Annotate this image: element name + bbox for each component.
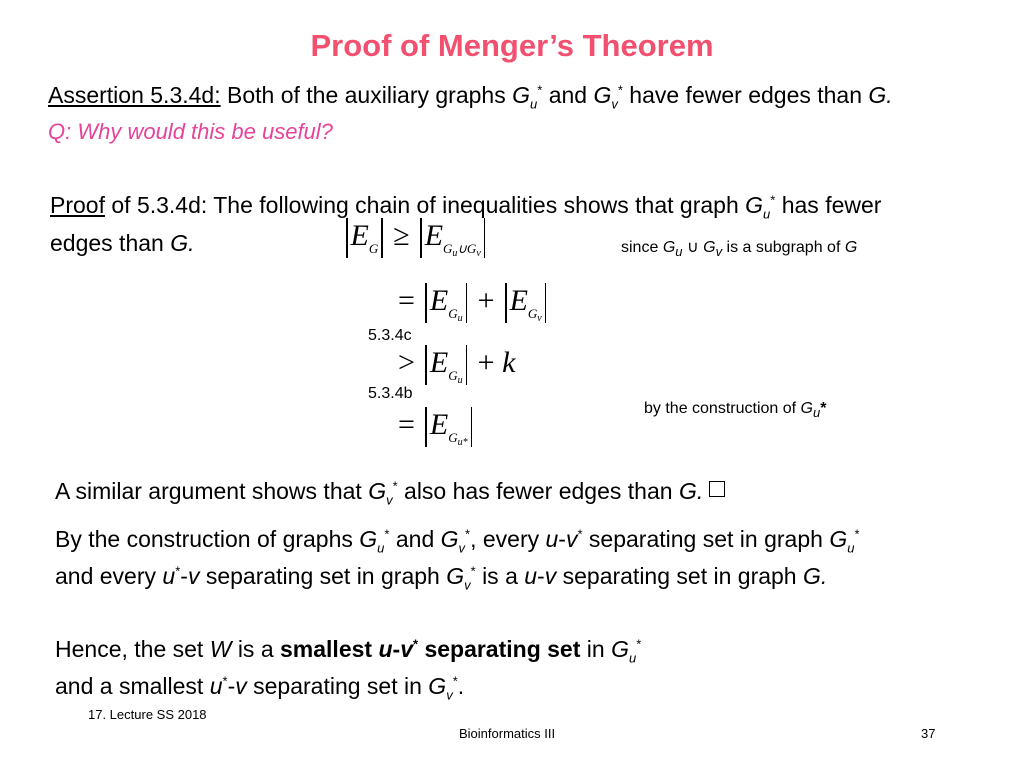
sub-v: v <box>386 492 393 508</box>
construction-text-2: separating set in graph <box>588 526 823 552</box>
every-word: every <box>482 526 540 552</box>
assertion-g-end: G. <box>868 82 893 108</box>
E: E <box>350 218 369 252</box>
since-cup: ∪ <box>686 239 699 256</box>
dash: - <box>537 563 545 589</box>
w-symbol: W <box>209 636 232 662</box>
sup-star: * <box>617 82 623 98</box>
hence-l2-text-b: separating set in <box>253 673 422 699</box>
sup-star: * <box>770 192 776 208</box>
comma: , <box>470 526 477 552</box>
similar-g-end: G. <box>678 478 704 504</box>
since-rest: is a subgraph of <box>726 239 841 256</box>
sup-star: * <box>636 636 642 652</box>
sub-u: u <box>377 540 385 556</box>
E: E <box>429 407 449 441</box>
hence-line-1 <box>55 636 642 666</box>
since-gv: G <box>703 239 716 256</box>
star: * <box>462 436 468 448</box>
similar-line <box>55 478 725 508</box>
sup-star: * <box>537 82 543 98</box>
since-gu: G <box>662 239 676 256</box>
v: v <box>544 563 557 589</box>
assertion-text-2: have fewer edges than <box>629 82 863 108</box>
v: v <box>565 526 578 552</box>
hence-text-1: Hence, the set <box>55 636 204 662</box>
sup-star: * <box>175 563 181 579</box>
v: v <box>187 563 200 589</box>
sub-v: v <box>458 540 466 556</box>
gu-symbol: G <box>359 526 378 552</box>
v: v <box>537 312 542 324</box>
dash: - <box>558 526 566 552</box>
ref-534c: 5.3.4c <box>368 327 412 344</box>
sub-v: v <box>611 96 618 112</box>
construction-l2-text-d: separating set in graph <box>562 563 797 589</box>
footer-page-number: 37 <box>921 726 936 741</box>
sub-u: u <box>763 206 771 222</box>
construction-g-end: G. <box>803 563 828 589</box>
sub-v: v <box>715 244 723 260</box>
E: E <box>429 345 449 379</box>
gu-symbol: G <box>745 192 764 218</box>
construction-l2-text-b: separating set in graph <box>205 563 440 589</box>
assertion-line <box>48 82 893 112</box>
E: E <box>429 283 449 317</box>
period: . <box>457 673 465 699</box>
footer-course: Bioinformatics III <box>459 726 556 741</box>
math-line-4 <box>398 407 475 448</box>
sup-star: * <box>577 526 583 542</box>
u: u <box>162 563 176 589</box>
v: v <box>235 673 247 699</box>
construction-line-1 <box>55 526 860 556</box>
k: k <box>502 345 516 379</box>
sup-star: * <box>412 636 419 652</box>
construction-note <box>644 400 827 421</box>
sub-u: u <box>530 96 538 112</box>
gu-symbol: G <box>829 526 848 552</box>
hence-line-2 <box>55 673 465 703</box>
math-line-1 <box>343 218 488 259</box>
star: * <box>820 400 827 417</box>
sup-star: * <box>452 673 458 689</box>
u: u <box>457 312 463 324</box>
page-title: Proof of Menger’s Theorem <box>310 28 714 63</box>
hence-is: is a <box>237 636 274 662</box>
dash: - <box>227 673 236 699</box>
construction-text-1: By the construction of graphs <box>55 526 353 552</box>
plus: + <box>477 345 495 379</box>
gv-symbol: G <box>593 82 612 108</box>
gt: > <box>398 345 415 379</box>
u: u <box>457 374 463 386</box>
since-note <box>621 237 858 260</box>
gv-symbol: G <box>368 478 387 504</box>
gu-symbol: G <box>611 636 629 662</box>
G: G <box>448 367 458 383</box>
sup-star: * <box>384 526 390 542</box>
math-line-3 <box>398 345 515 386</box>
footer-lecture: 17. Lecture SS 2018 <box>88 707 207 722</box>
cup: ∪ <box>457 240 467 256</box>
G: G <box>466 240 477 256</box>
u: u <box>209 673 223 699</box>
math-line-2 <box>398 283 549 324</box>
similar-text-2: also has fewer edges than <box>404 478 673 504</box>
u: u <box>378 636 393 662</box>
sub-u: u <box>628 650 637 666</box>
u: u <box>457 436 463 448</box>
in-word: in <box>586 636 605 662</box>
construction-l2-text-c: is a <box>482 563 518 589</box>
geq: ≥ <box>393 218 410 252</box>
and-word: and <box>548 82 588 108</box>
sup-star: * <box>392 478 398 494</box>
proof-text-1: of 5.3.4d: The following chain of inequalities shows that graph <box>111 192 739 218</box>
eq: = <box>398 407 415 441</box>
plus: + <box>477 283 495 317</box>
sub-u: u <box>675 244 683 260</box>
proof-line-2 <box>50 230 195 257</box>
sub-v: v <box>446 687 453 703</box>
dash: - <box>180 563 188 589</box>
E: E <box>509 283 528 317</box>
v: v <box>400 636 413 662</box>
assertion-text-1: Both of the auxiliary graphs <box>227 82 506 108</box>
v: v <box>476 247 481 259</box>
gu-symbol: G <box>512 82 530 108</box>
gv-symbol: G <box>446 563 465 589</box>
sub-G: G <box>368 240 379 256</box>
sup-star: * <box>465 526 471 542</box>
qed-box-icon <box>709 481 725 497</box>
G: G <box>443 240 453 256</box>
eq: = <box>398 283 415 317</box>
u: u <box>452 247 458 259</box>
construction-l2-text-a: and every <box>55 563 157 589</box>
similar-text-1: A similar argument shows that <box>55 478 362 504</box>
proof-line <box>50 192 882 222</box>
proof-line2-g: G. <box>170 230 195 256</box>
proof-text-2: has fewer <box>781 192 882 218</box>
sub-v: v <box>464 577 471 593</box>
since-g: G <box>844 239 858 256</box>
gv-symbol: G <box>428 673 447 699</box>
sub-u: u <box>847 540 855 556</box>
E: E <box>424 218 444 252</box>
hence-l2-text-a: and a smallest <box>55 673 204 699</box>
sub-u: u <box>813 405 821 421</box>
hence-bold <box>280 636 580 662</box>
ref-534b: 5.3.4b <box>368 385 413 402</box>
G: G <box>527 305 538 321</box>
question-line: Q: Why would this be useful? <box>48 119 333 144</box>
assertion-label: Assertion 5.3.4d: <box>48 82 221 108</box>
construction-text: by the construction of <box>644 400 797 417</box>
construction-line-2 <box>55 563 828 593</box>
sup-star: * <box>470 563 476 579</box>
bold-separating-set: separating set <box>424 636 581 662</box>
gv-symbol: G <box>440 526 459 552</box>
bold-smallest: smallest <box>280 636 373 662</box>
sup-star: * <box>854 526 860 542</box>
sup-star: * <box>222 673 228 689</box>
dash: - <box>392 636 401 662</box>
u: u <box>524 563 538 589</box>
u: u <box>545 526 559 552</box>
construction-g: G <box>800 400 813 417</box>
G: G <box>448 305 458 321</box>
since-text: since <box>621 239 659 256</box>
G: G <box>448 429 458 445</box>
proof-line2-text: edges than <box>50 230 164 256</box>
and-word: and <box>395 526 435 552</box>
proof-label: Proof <box>50 192 105 218</box>
